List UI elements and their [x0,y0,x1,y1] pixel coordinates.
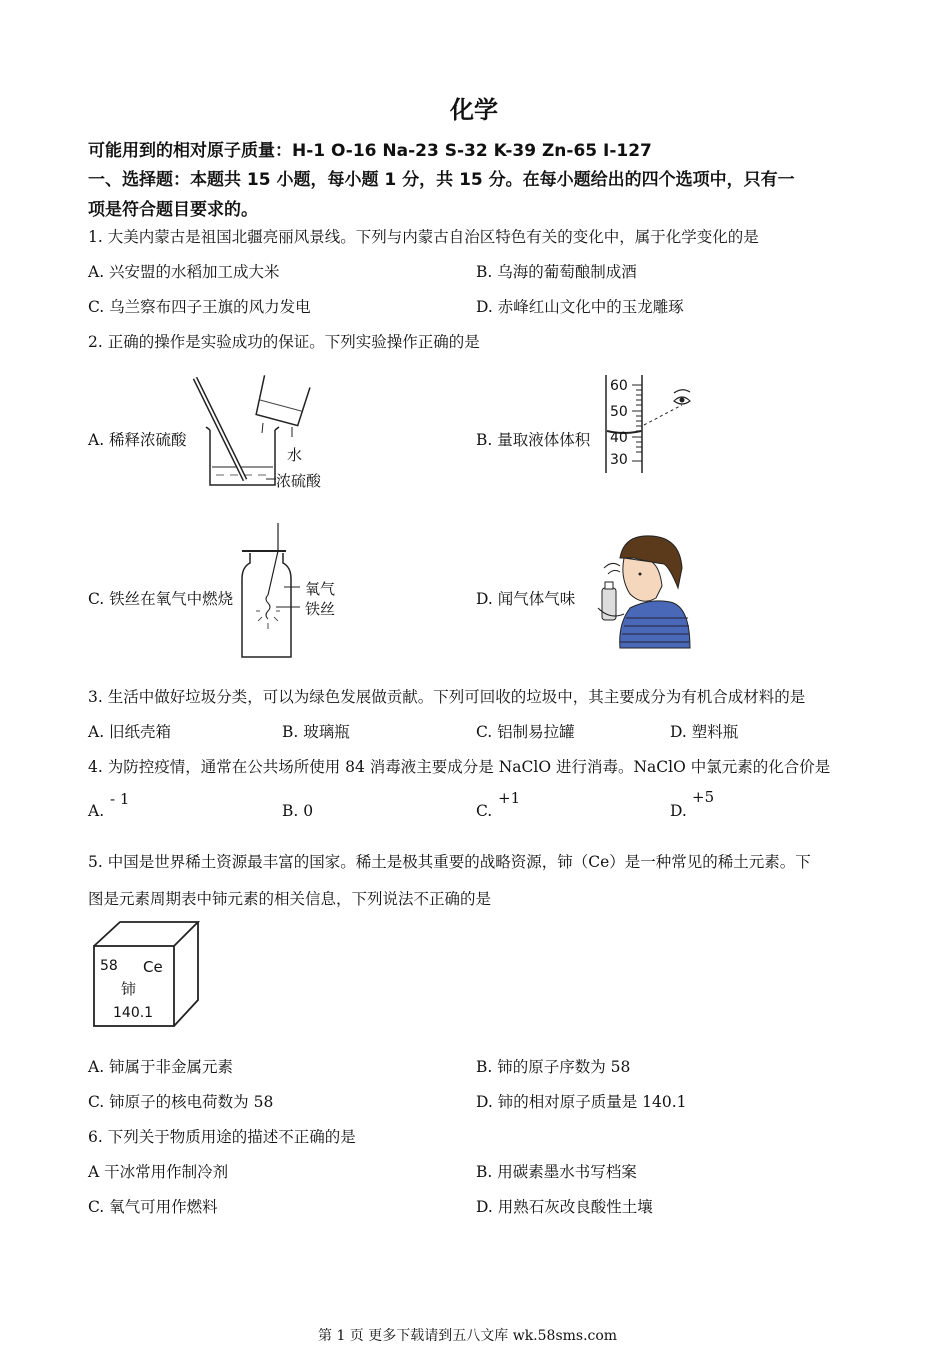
q5-option-c: C. 铈原子的核电荷数为 58 [88,1093,274,1111]
q3-stem: 3. 生活中做好垃圾分类，可以为绿色发展做贡献。下列可回收的垃圾中，其主要成分为有机合成材料的是 [88,688,806,706]
q2-option-a: A. 稀释浓硫酸 [88,431,187,449]
tick-40: 40 [610,430,628,446]
q3-option-c: C. 铝制易拉罐 [476,723,575,741]
q4-option-a: A. [88,802,105,820]
q5-stem-line2: 图是元素周期表中铈元素的相关信息，下列说法不正确的是 [88,890,492,908]
label-water: 水 [287,446,303,464]
page-title: 化学 [450,96,498,124]
q4-stem: 4. 为防控疫情，通常在公共场所使用 84 消毒液主要成分是 NaClO 进行消毒。NaClO 中氯元素的化合价是 [88,758,831,776]
q4-option-c: C. [476,802,493,820]
section-heading-line2: 项是符合题目要求的。 [88,200,258,220]
cell-symbol: Ce [143,958,163,976]
q2-stem: 2. 正确的操作是实验成功的保证。下列实验操作正确的是 [88,333,480,351]
page-footer: 第 1 页 更多下载请到五八文库 wk.58sms.com [318,1328,618,1344]
q6-option-b: B. 用碳素墨水书写档案 [476,1163,637,1181]
label-iron-wire: 铁丝 [305,600,336,618]
q1-option-b: B. 乌海的葡萄酿制成酒 [476,263,637,281]
section-heading-line1: 一、选择题：本题共 15 小题，每小题 1 分，共 15 分。在每小题给出的四个选项中，只有一 [88,170,795,190]
q6-option-d: D. 用熟石灰改良酸性土壤 [476,1198,653,1216]
q4-option-a-value: - 1 [110,790,130,808]
q4-option-c-value: +1 [498,789,521,807]
tick-30: 30 [610,452,628,468]
atomic-masses: 可能用到的相对原子质量：H-1 O-16 Na-23 S-32 K-39 Zn-65 I-127 [88,141,652,161]
label-conc-acid: 浓硫酸 [276,472,322,490]
q1-option-a: A. 兴安盟的水稻加工成大米 [88,263,280,281]
iron-wire-figure [238,523,308,663]
q1-option-d: D. 赤峰红山文化中的玉龙雕琢 [476,298,684,316]
tick-60: 60 [610,378,628,394]
smelling-figure [590,528,695,652]
tick-50: 50 [610,404,628,420]
q4-option-d: D. [670,802,687,820]
q5-stem-line1: 5. 中国是世界稀土资源最丰富的国家。稀土是极其重要的战略资源，铈（Ce）是一种常见的稀土元素。下 [88,853,811,871]
q2-option-c: C. 铁丝在氧气中燃烧 [88,590,234,608]
q5-option-b: B. 铈的原子序数为 58 [476,1058,631,1076]
q5-option-a: A. 铈属于非金属元素 [88,1058,234,1076]
q5-option-d: D. 铈的相对原子质量是 140.1 [476,1093,687,1111]
q6-stem: 6. 下列关于物质用途的描述不正确的是 [88,1128,356,1146]
q1-option-c: C. 乌兰察布四子王旗的风力发电 [88,298,311,316]
q2-option-b: B. 量取液体体积 [476,431,591,449]
q6-option-c: C. 氧气可用作燃料 [88,1198,218,1216]
q2-option-d: D. 闻气体气味 [476,590,576,608]
cell-mass: 140.1 [113,1005,154,1021]
q1-stem: 1. 大美内蒙古是祖国北疆亮丽风景线。下列与内蒙古自治区特色有关的变化中，属于化学变化的是 [88,228,759,246]
q3-option-a: A. 旧纸壳箱 [88,723,172,741]
q3-option-b: B. 玻璃瓶 [282,723,350,741]
label-oxygen: 氧气 [305,580,336,598]
q3-option-d: D. 塑料瓶 [670,723,739,741]
cell-name: 铈 [121,980,137,998]
q4-option-b: B. 0 [282,802,314,820]
q6-option-a: A 干冰常用作制冷剂 [88,1163,229,1181]
q4-option-d-value: +5 [692,788,715,806]
cell-atomic-number: 58 [100,958,118,974]
